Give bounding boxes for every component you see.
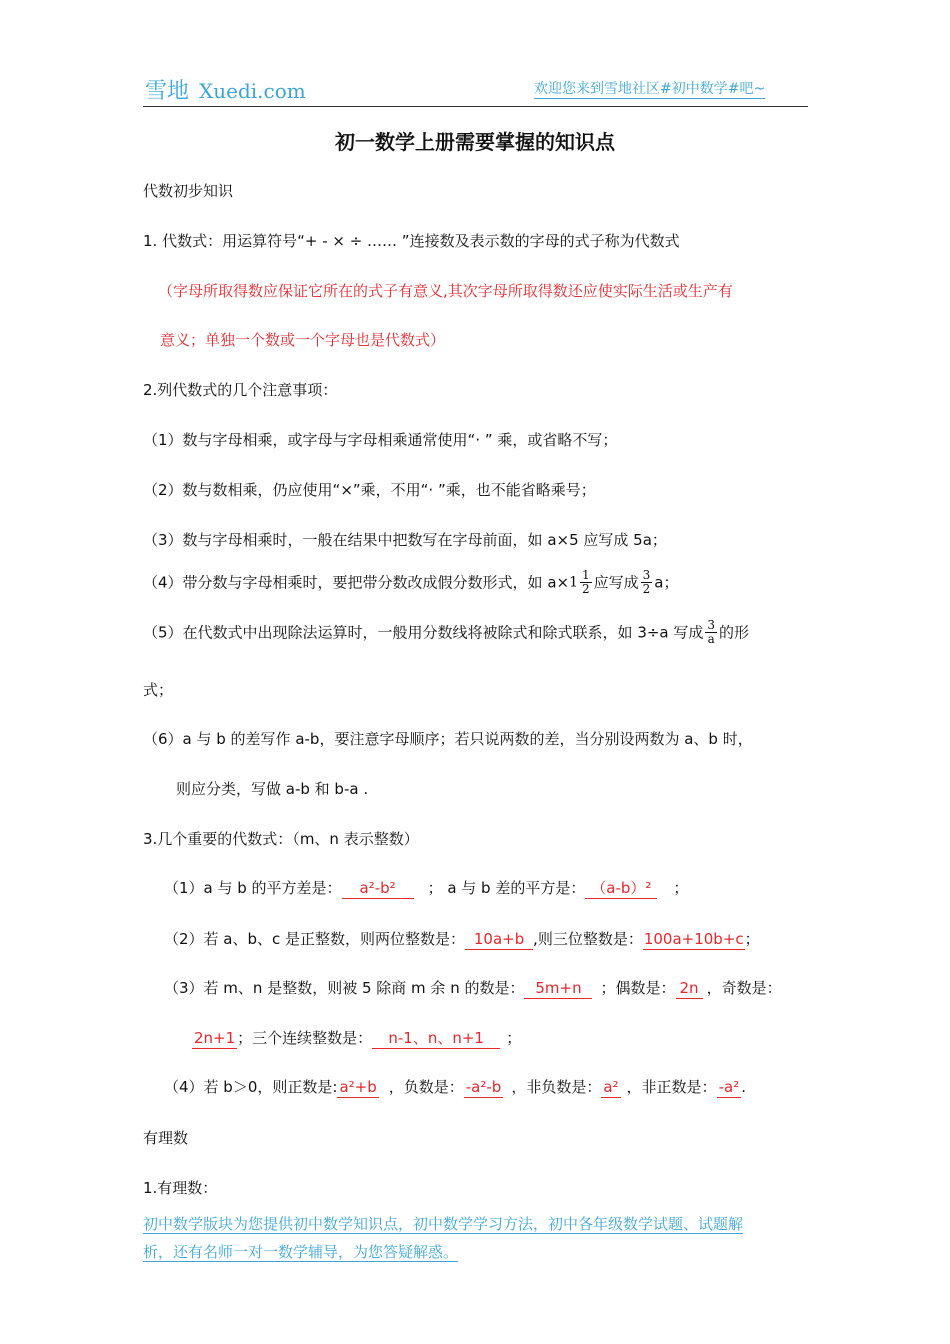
answer-blank: n-1、n、n+1 (372, 1028, 500, 1049)
answer-blank: 2n (676, 978, 703, 999)
note-item-4-text-b: 应写成 (593, 573, 639, 592)
footer-line-1[interactable]: 初中数学版块为您提供初中数学知识点，初中数学学习方法，初中各年级数学试题、试题解 (143, 1215, 744, 1233)
fraction-numerator: 3 (707, 618, 716, 632)
heading-notes: 2.列代数式的几个注意事项： (143, 381, 338, 399)
note-item-3: （3）数与字母相乘时，一般在结果中把数写在字母前面，如 a×5 应写成 5a； (143, 531, 667, 549)
expr-3-label-b: ；偶数是： (600, 979, 676, 997)
expr-4-end: . (741, 1078, 746, 1096)
expr-1-label-a: （1）a 与 b 的平方差是： (164, 879, 342, 897)
footer-line-2[interactable]: 析，还有名师一对一数学辅导，为您答疑解惑。 (143, 1243, 459, 1261)
logo-cn: 雪地 (145, 79, 190, 104)
heading-important-expressions: 3.几个重要的代数式：（m、n 表示整数） (143, 830, 419, 848)
expr-3-end: ； (506, 1029, 522, 1047)
note-item-5-text-b: 的形 (719, 623, 750, 642)
section-heading-rational: 有理数 (143, 1129, 189, 1147)
note-item-6-continued: 则应分类，写做 a-b 和 b-a . (176, 780, 369, 798)
answer-blank: -a²-b (465, 1078, 502, 1096)
fraction-one-half (580, 569, 592, 596)
welcome-link[interactable]: 欢迎您来到雪地社区#初中数学#吧~ (534, 81, 766, 97)
footer-promo[interactable] (143, 1210, 809, 1266)
site-logo[interactable] (145, 74, 306, 105)
answer-blank: -a² (718, 1078, 740, 1096)
expr-line-2 (164, 928, 760, 950)
answer-blank: a²-b² (342, 878, 414, 899)
fraction-three-over-a (705, 619, 717, 646)
note-item-5-text-a: （5）在代数式中出现除法运算时，一般用分数线将被除式和除式联系，如 3÷a 写成 (143, 623, 704, 642)
expr-4-label-a: （4）若 b＞0，则正数是: (164, 1078, 338, 1096)
note-item-4 (143, 569, 679, 596)
page-title: 初一数学上册需要掌握的知识点 (335, 130, 615, 154)
expr-3-label-d: ；三个连续整数是： (237, 1029, 373, 1047)
expr-4-label-d: ，非正数是： (626, 1078, 717, 1096)
note-item-5-continued: 式； (143, 681, 174, 699)
fraction-denominator: a (707, 632, 715, 646)
expr-3-label-a: （3）若 m、n 是整数，则被 5 除商 m 余 n 的数是： (164, 979, 525, 997)
answer-blank: a²+b (339, 1078, 377, 1096)
definition-algebraic-expression: 1. 代数式：用运算符号“+ - × ÷ …… ”连接数及表示数的字母的式子称为代数式 (143, 232, 680, 250)
expr-1-label-b: ； a 与 b 差的平方是： (427, 879, 586, 897)
answer-blank: a² (603, 1078, 619, 1096)
note-item-4-text-a: （4）带分数与字母相乘时，要把带分数改成假分数形式，如 a× (143, 573, 570, 592)
expr-2-end: ； (744, 930, 760, 948)
logo-en: Xuedi.com (199, 79, 306, 103)
mixed-number-whole: 1 (569, 574, 578, 591)
expr-4-label-c: ，非负数是： (511, 1078, 602, 1096)
expr-2-label-a: （2）若 a、b、c 是正整数，则两位整数是： (164, 930, 466, 948)
fraction-three-halves (641, 569, 653, 596)
note-item-5 (143, 619, 749, 646)
fraction-denominator: 2 (582, 582, 590, 596)
header-divider (143, 106, 808, 107)
answer-blank: 100a+10b+c (643, 930, 744, 948)
answer-blank: 10a+b (465, 929, 533, 950)
fraction-denominator: 2 (642, 582, 651, 596)
expr-line-3 (164, 977, 782, 999)
note-item-2: （2）数与数相乘，仍应使用“×”乘，不用“· ”乘，也不能省略乘号； (143, 481, 596, 499)
expr-line-3-continued (192, 1027, 521, 1049)
section-heading-algebra: 代数初步知识 (143, 182, 234, 200)
note-item-4-text-c: a； (654, 573, 679, 592)
expr-line-4 (164, 1076, 746, 1098)
expr-4-label-b: ，负数是： (388, 1078, 464, 1096)
answer-blank: （a-b）² (585, 878, 657, 899)
expr-line-1 (164, 877, 688, 899)
expr-1-end: ； (673, 879, 689, 897)
answer-blank: 5m+n (524, 978, 592, 999)
note-item-1: （1）数与字母相乘，或字母与字母相乘通常使用“· ” 乘，或省略不写； (143, 431, 618, 449)
note-line-2: 意义；单独一个数或一个字母也是代数式） (160, 331, 446, 349)
expr-2-label-b: ,则三位整数是： (533, 930, 643, 948)
rational-heading: 1.有理数： (143, 1179, 218, 1197)
note-line-1: （字母所取得数应保证它所在的式子有意义,其次字母所取得数还应使实际生活或生产有 (158, 282, 733, 300)
note-item-6: （6）a 与 b 的差写作 a-b，要注意字母顺序；若只说两数的差，当分别设两数为 a、b 时， (143, 730, 753, 748)
fraction-numerator: 3 (642, 568, 651, 582)
expr-3-label-c: ，奇数是： (706, 979, 782, 997)
answer-blank: 2n+1 (194, 1029, 236, 1047)
fraction-numerator: 1 (582, 568, 590, 582)
